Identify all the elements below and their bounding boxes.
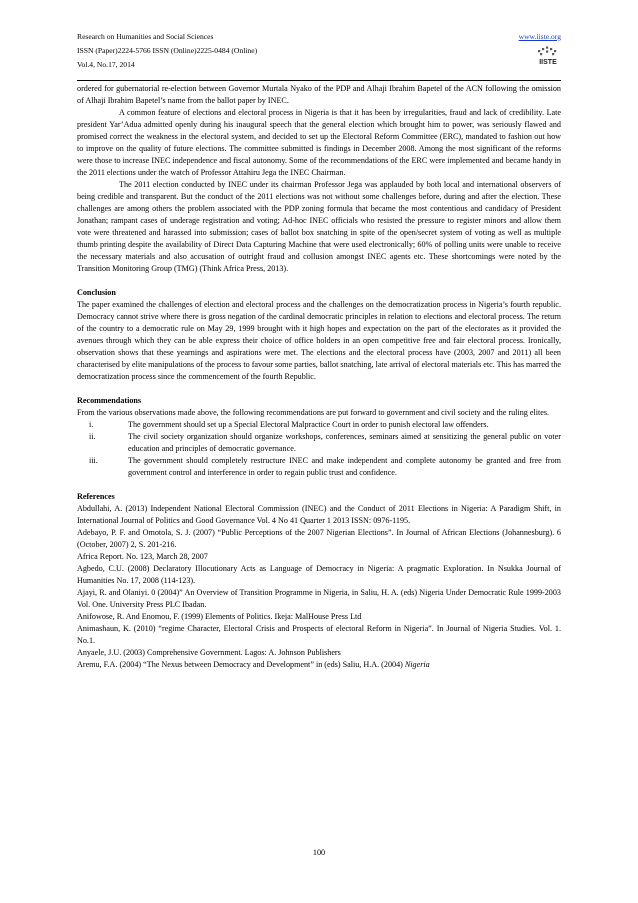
journal-header (77, 30, 561, 72)
list-item (77, 419, 561, 431)
list-item (77, 431, 561, 455)
reference-item: Adebayo, P. F. and Omotola, S. J. (2007) “Public Perceptions of the 2007 Nigerian Elections”. In Journal of African Elections (Johannesburg). 6 (October, 2007) 2, S. 201-216. (77, 528, 561, 549)
journal-issn: ISSN (Paper)2224-5766 ISSN (Online)2225-0484 (Online) (77, 46, 258, 55)
journal-title: Research on Humanities and Social Sciences (77, 32, 214, 41)
reference-item: Anifowose, R. And Enomou, F. (1999) Elements of Politics. Ikeja: MalHouse Press Ltd (77, 612, 362, 621)
list-item-number: i. (89, 420, 94, 429)
svg-text:IISTE: IISTE (539, 59, 557, 66)
paragraph: A common feature of elections and electoral process in Nigeria is that it has been by irregularities, fraud and lack of credibility. Late president Yar’Adua admitted openly during his inaugural speech that the general election which brought him to power, was seriously flawed and promised correct the weakness in the electoral system, and decided to set up the Electoral Reform Committee (ERC), mandated to fashion out how to improve on the quality of future elections. The committee submitted is findings in December 2008. Among the most significant of the reforms were those to increase INEC independence and fiscal autonomy. Some of the recommendations of the ERC were implemented and became handy in the 2011 elections under the watch of Professor Attahiru Jega the INEC Chairman. (77, 108, 561, 177)
reference-item: Africa Report. No. 123, March 28, 2007 (77, 552, 208, 561)
reference-item: Anyaele, J.U. (2003) Comprehensive Government. Lagos: A. Johnson Publishers (77, 648, 341, 657)
conclusion-heading: Conclusion (77, 288, 116, 297)
conclusion-text: The paper examined the challenges of election and electoral process and the challenges on the democratization process in Nigeria’s fourth republic. Democracy cannot strive where there is gross negation of the cardinal democratic principles in relation to elections and electoral process. The return of the country to a democratic rule on May 29, 1999 brought with it high hopes and expectation on the part of the electorates as it provided the avenues through which they can be able express their choice of office holders in an open competitive free and fair electoral process. Ironically, observation shows that these yearnings and aspirations were met. The elections and the electoral process have (2003, 2007 and 2011) all been characterised by elite manipulations of the process to favour some parties, ballot snatching, late arrival of electoral materials etc. This has marred the democratization process since the commencement of the fourth Republic. (77, 300, 561, 381)
list-item-number: ii. (89, 432, 96, 441)
reference-item: Abdullahi, A. (2013) Independent National Electoral Commission (INEC) and the Conduct of 2011 Elections in Nigeria: A Paradigm Shift, in International Journal of Politics and Good Governance Vol. 4 No 41 Quarter 1 2013 ISSN: 0976-1195. (77, 504, 561, 525)
reference-item: Ajayi, R. and Olaniyi. 0 (2004)” An Overview of Transition Programme in Nigeria, in Saliu, H. A. (eds) Nigeria Under Democratic Rule 1999-2003 Vol. One. University Press PLC Ibadan. (77, 588, 561, 609)
reference-item: Agbedo, C.U. (2008) Declaratory Illocutionary Acts as Language of Democracy in Nigeria: A pragmatic Exploration. In Nsukka Journal of Humanities No. 17, 2008 (114-123). (77, 564, 561, 585)
reference-italic-title: Nigeria (404, 660, 430, 669)
paragraph: ordered for gubernatorial re-election between Governor Murtala Nyako of the PDP and Alhaji Ibrahim Bapetel of the ACN following the omission of Alhaji Ibrahim Bapetel’s name from the ballot paper by INEC. (77, 84, 561, 105)
list-item-text: The government should set up a Special Electoral Malpractice Court in order to punish electoral law offenders. (128, 420, 489, 429)
reference-item (77, 659, 561, 671)
references-heading: References (77, 492, 115, 501)
page-number: 100 (312, 848, 326, 857)
paragraph: The 2011 election conducted by INEC under its chairman Professor Jega was applauded by both local and international observers of being credible and transparent. But the conduct of the 2011 elections was not without some challenges before, during and after the election. These challenges are among others the problem associated with the PDP zoning formula that became the most contentious and candidacy of President Jonathan; rampant cases of underage registration and voting; Ad-hoc INEC officials who resisted the pressure to register minors and allow them vote were threatened and harassed into submission; cases of ballot box snatching in spite of the open/secret system of voting as well as multiple thumb printing despite the availability of Direct Data Capturing Machine that were used electronically; 60% of polling units were unable to receive the necessary materials and also accusation of outright fraud and collusion amongst INEC agents etc. These shortcomings were noted by the Transition Monitoring Group (TMG) (Think Africa Press, 2013). (77, 180, 561, 273)
reference-text: Aremu, F.A. (2004) “The Nexus between Democracy and Development” in (eds) Saliu, H.A. (2004) (77, 660, 405, 669)
journal-url-link[interactable]: www.iiste.org (518, 32, 561, 41)
header-rule (77, 80, 561, 81)
recommendations-list (77, 419, 561, 479)
list-item-text: The civil society organization should organize workshops, conferences, seminars aimed at sensitizing the general public on voter education and principles of democratic governance. (128, 432, 561, 453)
list-item-text: The government should completely restructure INEC and make independent and complete autonomy be granted and free from government control and interference in order to regain public trust and confidence. (128, 456, 561, 477)
article-body (77, 83, 561, 671)
reference-item: Animashaun, K. (2010) “regime Character, Electoral Crisis and Prospects of electoral Reform in Nigeria”. In Journal of Nigeria Studies. Vol. 1. No.1. (77, 624, 561, 645)
journal-volume: Vol.4, No.17, 2014 (77, 60, 135, 69)
iiste-logo (535, 44, 561, 66)
list-item-number: iii. (89, 456, 98, 465)
recommendations-intro: From the various observations made above, the following recommendations are put forward to government and civil society and the ruling elites. (77, 408, 550, 417)
list-item (77, 455, 561, 479)
recommendations-heading: Recommendations (77, 396, 142, 405)
